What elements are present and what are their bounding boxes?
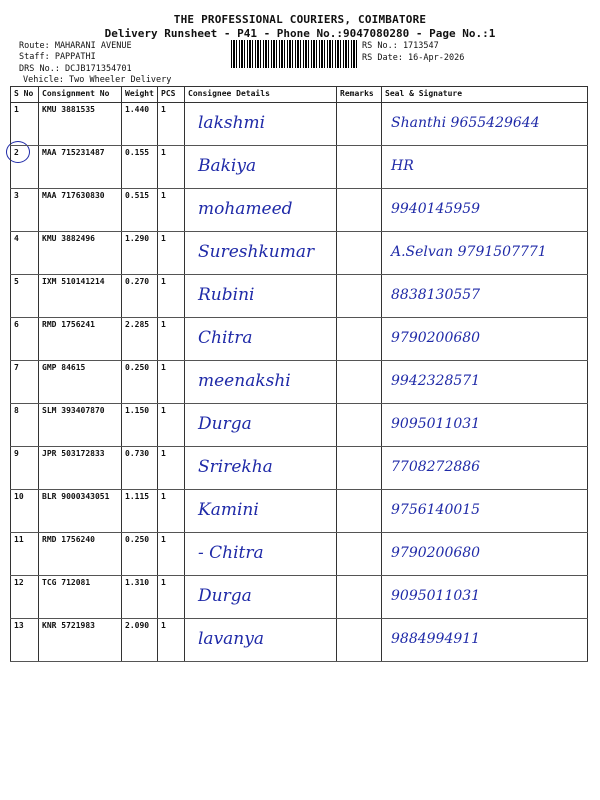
signature-cell	[382, 404, 588, 447]
handwritten-signature: 9756140015	[391, 502, 481, 518]
consignee-cell	[185, 576, 337, 619]
weight-cell: 0.730	[122, 447, 158, 490]
handwritten-signature: 9940145959	[391, 201, 481, 217]
consignment-cell: MAA 715231487	[39, 146, 122, 189]
sno-cell: 5	[11, 275, 39, 318]
sno-cell: 9	[11, 447, 39, 490]
signature-cell	[382, 232, 588, 275]
sno-cell: 8	[11, 404, 39, 447]
weight-cell: 1.440	[122, 103, 158, 146]
remarks-cell	[337, 404, 382, 447]
signature-cell	[382, 146, 588, 189]
weight-cell: 2.090	[122, 619, 158, 662]
weight-cell: 0.155	[122, 146, 158, 189]
handwritten-consignee: mohameed	[198, 199, 293, 219]
signature-cell	[382, 533, 588, 576]
consignment-cell: TCG 712081	[39, 576, 122, 619]
consignment-cell: KNR 5721983	[39, 619, 122, 662]
pcs-cell: 1	[158, 275, 185, 318]
table-row	[11, 103, 588, 146]
handwritten-signature: A.Selvan 9791507771	[391, 244, 547, 260]
weight-cell: 1.290	[122, 232, 158, 275]
vehicle-label: Vehicle: Two Wheeler Delivery	[23, 75, 172, 85]
handwritten-consignee: Sureshkumar	[198, 242, 315, 262]
consignment-cell: IXM 510141214	[39, 275, 122, 318]
handwritten-signature: HR	[391, 158, 414, 174]
remarks-cell	[337, 146, 382, 189]
table-row	[11, 490, 588, 533]
remarks-cell	[337, 275, 382, 318]
handwritten-signature: 9790200680	[391, 545, 481, 561]
consignment-cell: BLR 9000343051	[39, 490, 122, 533]
remarks-cell	[337, 361, 382, 404]
pcs-cell: 1	[158, 318, 185, 361]
remarks-cell	[337, 189, 382, 232]
table-row	[11, 232, 588, 275]
sno-cell: 12	[11, 576, 39, 619]
consignee-cell	[185, 232, 337, 275]
handwritten-consignee: Kamini	[198, 500, 259, 520]
remarks-cell	[337, 447, 382, 490]
consignment-cell: KMU 3882496	[39, 232, 122, 275]
handwritten-consignee: Durga	[198, 414, 252, 434]
sno-cell: 3	[11, 189, 39, 232]
consignment-cell: MAA 717630830	[39, 189, 122, 232]
col-signature: Seal & Signature	[382, 87, 588, 103]
consignee-cell	[185, 146, 337, 189]
consignment-cell: SLM 393407870	[39, 404, 122, 447]
rs-number: RS No.: 1713547	[362, 41, 439, 51]
handwritten-signature: 9942328571	[391, 373, 481, 389]
remarks-cell	[337, 490, 382, 533]
remarks-cell	[337, 576, 382, 619]
weight-cell: 2.285	[122, 318, 158, 361]
consignment-cell: JPR 503172833	[39, 447, 122, 490]
pcs-cell: 1	[158, 447, 185, 490]
sno-cell: 10	[11, 490, 39, 533]
consignee-cell	[185, 361, 337, 404]
sno-cell: 11	[11, 533, 39, 576]
table-row	[11, 447, 588, 490]
handwritten-consignee: lavanya	[198, 629, 264, 649]
runsheet-subtitle: Delivery Runsheet - P41 - Phone No.:9047080280 - Page No.:1	[104, 27, 496, 40]
col-sno: S No	[11, 87, 39, 103]
handwritten-consignee: meenakshi	[198, 371, 291, 391]
table-row	[11, 576, 588, 619]
pcs-cell: 1	[158, 533, 185, 576]
table-row	[11, 619, 588, 662]
consignee-cell	[185, 490, 337, 533]
rs-date: RS Date: 16-Apr-2026	[362, 53, 465, 63]
sno-cell: 13	[11, 619, 39, 662]
pcs-cell: 1	[158, 619, 185, 662]
pcs-cell: 1	[158, 576, 185, 619]
handwritten-consignee: Rubini	[198, 285, 255, 305]
col-pcs: PCS	[158, 87, 185, 103]
col-remarks: Remarks	[337, 87, 382, 103]
consignment-cell: GMP 84615	[39, 361, 122, 404]
handwritten-signature: 7708272886	[391, 459, 481, 475]
col-consignment: Consignment No	[39, 87, 122, 103]
table-row	[11, 189, 588, 232]
table-row	[11, 404, 588, 447]
weight-cell: 0.250	[122, 361, 158, 404]
col-consignee: Consignee Details	[185, 87, 337, 103]
table-row	[11, 533, 588, 576]
consignment-cell: KMU 3881535	[39, 103, 122, 146]
table-row	[11, 361, 588, 404]
pcs-cell: 1	[158, 404, 185, 447]
handwritten-consignee: Srirekha	[198, 457, 273, 477]
consignee-cell	[185, 619, 337, 662]
pcs-cell: 1	[158, 361, 185, 404]
handwritten-consignee: Bakiya	[198, 156, 257, 176]
consignment-cell: RMD 1756241	[39, 318, 122, 361]
consignment-cell: RMD 1756240	[39, 533, 122, 576]
sno-cell: 4	[11, 232, 39, 275]
consignee-cell	[185, 275, 337, 318]
runsheet-table	[10, 86, 588, 662]
handwritten-signature: Shanthi 9655429644	[391, 115, 540, 131]
table-row	[11, 146, 588, 189]
handwritten-signature: 9095011031	[391, 588, 481, 604]
signature-cell	[382, 275, 588, 318]
handwritten-consignee: Durga	[198, 586, 252, 606]
signature-cell	[382, 103, 588, 146]
signature-cell	[382, 318, 588, 361]
remarks-cell	[337, 103, 382, 146]
signature-cell	[382, 619, 588, 662]
table-header-row	[11, 87, 588, 103]
handwritten-consignee: Chitra	[198, 328, 253, 348]
sno-cell: 1	[11, 103, 39, 146]
remarks-cell	[337, 619, 382, 662]
barcode	[231, 40, 357, 68]
weight-cell: 0.515	[122, 189, 158, 232]
remarks-cell	[337, 533, 382, 576]
remarks-cell	[337, 232, 382, 275]
weight-cell: 1.150	[122, 404, 158, 447]
weight-cell: 0.270	[122, 275, 158, 318]
company-title: THE PROFESSIONAL COURIERS, COIMBATORE	[173, 13, 427, 26]
sno-cell: 2	[11, 146, 39, 189]
consignee-cell	[185, 318, 337, 361]
pcs-cell: 1	[158, 490, 185, 533]
consignee-cell	[185, 103, 337, 146]
signature-cell	[382, 576, 588, 619]
signature-cell	[382, 361, 588, 404]
signature-cell	[382, 447, 588, 490]
consignee-cell	[185, 447, 337, 490]
consignee-cell	[185, 533, 337, 576]
pcs-cell: 1	[158, 103, 185, 146]
weight-cell: 0.250	[122, 533, 158, 576]
drs-number: DRS No.: DCJB171354701	[19, 64, 132, 74]
pcs-cell: 1	[158, 232, 185, 275]
signature-cell	[382, 490, 588, 533]
route-label: Route: MAHARANI AVENUE	[19, 41, 132, 51]
handwritten-signature: 9884994911	[391, 631, 481, 647]
table-row	[11, 275, 588, 318]
handwritten-signature: 9790200680	[391, 330, 481, 346]
table-row	[11, 318, 588, 361]
handwritten-consignee: lakshmi	[198, 113, 266, 133]
col-weight: Weight	[122, 87, 158, 103]
weight-cell: 1.115	[122, 490, 158, 533]
handwritten-consignee: - Chitra	[198, 543, 264, 563]
handwritten-signature: 9095011031	[391, 416, 481, 432]
sno-cell: 6	[11, 318, 39, 361]
pcs-cell: 1	[158, 189, 185, 232]
pcs-cell: 1	[158, 146, 185, 189]
weight-cell: 1.310	[122, 576, 158, 619]
signature-cell	[382, 189, 588, 232]
handwritten-signature: 8838130557	[391, 287, 481, 303]
remarks-cell	[337, 318, 382, 361]
consignee-cell	[185, 404, 337, 447]
sno-cell: 7	[11, 361, 39, 404]
consignee-cell	[185, 189, 337, 232]
staff-label: Staff: PAPPATHI	[19, 52, 96, 62]
